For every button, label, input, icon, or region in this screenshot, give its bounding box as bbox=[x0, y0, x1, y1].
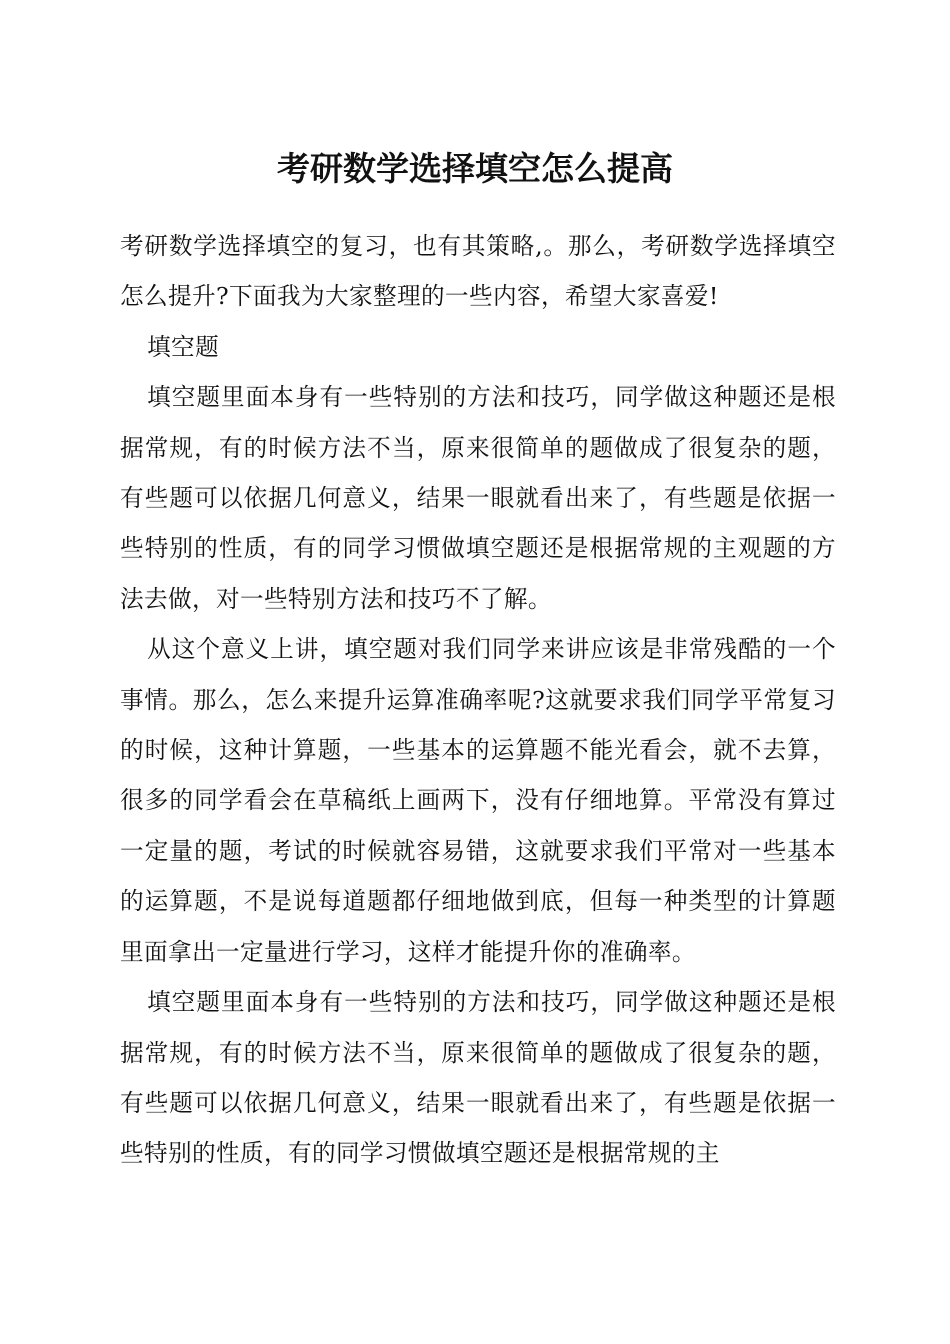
body-paragraph: 填空题里面本身有一些特别的方法和技巧，同学做这种题还是根据常规，有的时候方法不当，原来很简单的题做成了很复杂的题，有些题可以依据几何意义，结果一眼就看出来了，有些题是依据一些特别的性质，有的同学习惯做填空题还是根据常规的主 bbox=[120, 988, 836, 1168]
document-title: 考研数学选择填空怎么提高 bbox=[277, 149, 673, 188]
section-heading-fill-in: 填空题 bbox=[147, 332, 220, 361]
document-body bbox=[120, 221, 836, 1179]
body-paragraph: 填空题里面本身有一些特别的方法和技巧，同学做这种题还是根据常规，有的时候方法不当，原来很简单的题做成了很复杂的题，有些题可以依据几何意义，结果一眼就看出来了，有些题是依据一些特别的性质，有的同学习惯做填空题还是根据常规的主观题的方法去做，对一些特别方法和技巧不了解。 bbox=[120, 383, 836, 613]
body-paragraph: 从这个意义上讲，填空题对我们同学来讲应该是非常残酷的一个事情。那么，怎么来提升运算准确率呢?这就要求我们同学平常复习的时候，这种计算题，一些基本的运算题不能光看会，就不去算，很多的同学看会在草稿纸上画两下，没有仔细地算。平常没有算过一定量的题，考试的时候就容易错，这就要求我们平常对一些基本的运算题，不是说每道题都仔细地做到底，但每一种类型的计算题里面拿出一定量进行学习，这样才能提升你的准确率。 bbox=[120, 635, 836, 966]
intro-paragraph: 考研数学选择填空的复习，也有其策略,。那么，考研数学选择填空怎么提升?下面我为大家整理的一些内容，希望大家喜爱! bbox=[120, 232, 836, 311]
